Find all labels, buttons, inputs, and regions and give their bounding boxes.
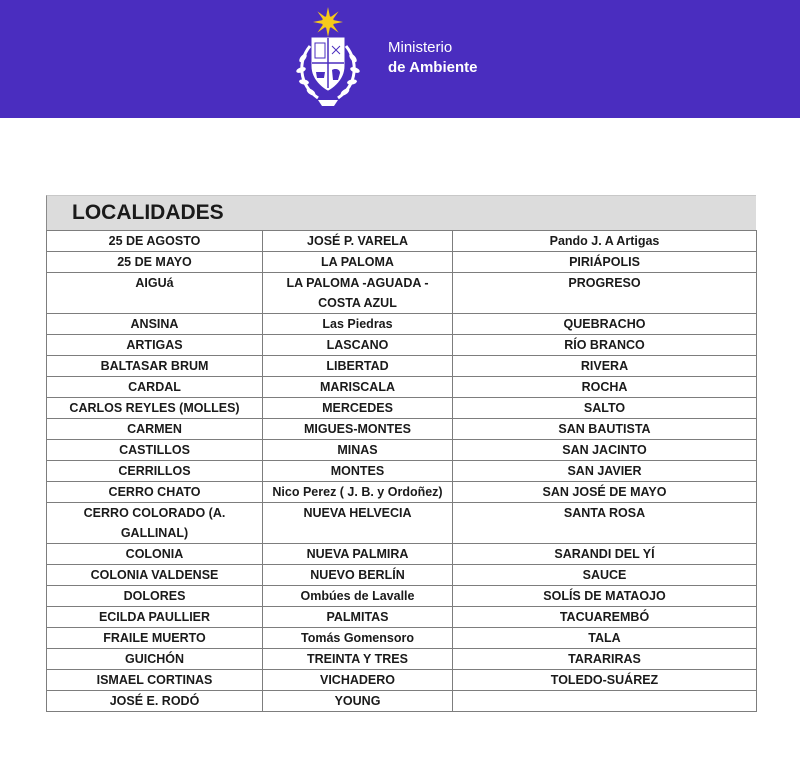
brand-line-ministerio: Ministerio [388, 39, 453, 56]
table-cell: ARTIGAS [47, 335, 263, 356]
table-cell: MARISCALA [263, 377, 453, 398]
table-cell: VICHADERO [263, 670, 453, 691]
table-cell: NUEVA HELVECIA [263, 503, 453, 544]
table-cell: 25 DE AGOSTO [47, 231, 263, 252]
table-row [47, 649, 757, 670]
table-cell: ROCHA [453, 377, 757, 398]
table-cell: LA PALOMA -AGUADA - COSTA AZUL [263, 273, 453, 314]
table-cell: CASTILLOS [47, 440, 263, 461]
table-row [47, 482, 757, 503]
table-cell: LA PALOMA [263, 252, 453, 273]
table-title: LOCALIDADES [72, 201, 224, 224]
table-cell: DOLORES [47, 586, 263, 607]
table-cell: JOSÉ E. RODÓ [47, 691, 263, 712]
table-cell: NUEVA PALMIRA [263, 544, 453, 565]
table-cell: SAN JACINTO [453, 440, 757, 461]
table-row [47, 565, 757, 586]
table-cell: PROGRESO [453, 273, 757, 314]
table-cell: Nico Perez ( J. B. y Ordoñez) [263, 482, 453, 503]
table-row [47, 440, 757, 461]
table-cell: RIVERA [453, 356, 757, 377]
table-cell: Pando J. A Artigas [453, 231, 757, 252]
table-row [47, 335, 757, 356]
table-cell: TREINTA Y TRES [263, 649, 453, 670]
ministry-header [0, 0, 800, 118]
table-cell: MIGUES-MONTES [263, 419, 453, 440]
table-cell: PIRIÁPOLIS [453, 252, 757, 273]
table-cell: SAN JOSÉ DE MAYO [453, 482, 757, 503]
table-cell: RÍO BRANCO [453, 335, 757, 356]
table-row [47, 377, 757, 398]
table-cell: CERRO CHATO [47, 482, 263, 503]
table-cell: CARDAL [47, 377, 263, 398]
table-row [47, 314, 757, 335]
table-row [47, 670, 757, 691]
table-row [47, 586, 757, 607]
table-cell: SALTO [453, 398, 757, 419]
table-cell: FRAILE MUERTO [47, 628, 263, 649]
table-row [47, 503, 757, 544]
table-cell: SOLÍS DE MATAOJO [453, 586, 757, 607]
table-cell: MONTES [263, 461, 453, 482]
table-cell: COLONIA [47, 544, 263, 565]
table-cell: TACUAREMBÓ [453, 607, 757, 628]
table-cell: PALMITAS [263, 607, 453, 628]
table-cell: SANTA ROSA [453, 503, 757, 544]
table-cell: COLONIA VALDENSE [47, 565, 263, 586]
table-cell: YOUNG [263, 691, 453, 712]
table-row [47, 461, 757, 482]
table-cell: TARARIRAS [453, 649, 757, 670]
table-cell: Ombúes de Lavalle [263, 586, 453, 607]
table-cell: MINAS [263, 440, 453, 461]
table-cell: QUEBRACHO [453, 314, 757, 335]
localidades-table-container [46, 195, 756, 712]
table-cell: SAUCE [453, 565, 757, 586]
table-cell [453, 691, 757, 712]
table-cell: ANSINA [47, 314, 263, 335]
table-cell: MERCEDES [263, 398, 453, 419]
table-row [47, 398, 757, 419]
localidades-table [46, 230, 757, 712]
table-cell: BALTASAR BRUM [47, 356, 263, 377]
table-cell: CARLOS REYLES (MOLLES) [47, 398, 263, 419]
table-cell: LASCANO [263, 335, 453, 356]
table-cell: TOLEDO-SUÁREZ [453, 670, 757, 691]
table-cell: CERRO COLORADO (A. GALLINAL) [47, 503, 263, 544]
table-row [47, 252, 757, 273]
uruguay-coat-of-arms-icon [288, 6, 388, 110]
table-row [47, 628, 757, 649]
ministry-brand [388, 38, 477, 78]
table-cell: AIGUá [47, 273, 263, 314]
table-row [47, 231, 757, 252]
table-cell: TALA [453, 628, 757, 649]
table-row [47, 273, 757, 314]
table-row [47, 356, 757, 377]
table-cell: SARANDI DEL YÍ [453, 544, 757, 565]
table-cell: ISMAEL CORTINAS [47, 670, 263, 691]
table-cell: SAN JAVIER [453, 461, 757, 482]
table-cell: ECILDA PAULLIER [47, 607, 263, 628]
table-row [47, 544, 757, 565]
table-cell: CARMEN [47, 419, 263, 440]
table-cell: NUEVO BERLÍN [263, 565, 453, 586]
table-cell: JOSÉ P. VARELA [263, 231, 453, 252]
table-row [47, 419, 757, 440]
table-cell: CERRILLOS [47, 461, 263, 482]
table-cell: Las Piedras [263, 314, 453, 335]
table-cell: Tomás Gomensoro [263, 628, 453, 649]
table-cell: SAN BAUTISTA [453, 419, 757, 440]
table-cell: LIBERTAD [263, 356, 453, 377]
ministry-logo[interactable] [288, 6, 528, 110]
table-row [47, 691, 757, 712]
table-title-bar [46, 195, 756, 230]
table-cell: GUICHÓN [47, 649, 263, 670]
table-cell: 25 DE MAYO [47, 252, 263, 273]
brand-line-ambiente: de Ambiente [388, 59, 478, 76]
table-row [47, 607, 757, 628]
